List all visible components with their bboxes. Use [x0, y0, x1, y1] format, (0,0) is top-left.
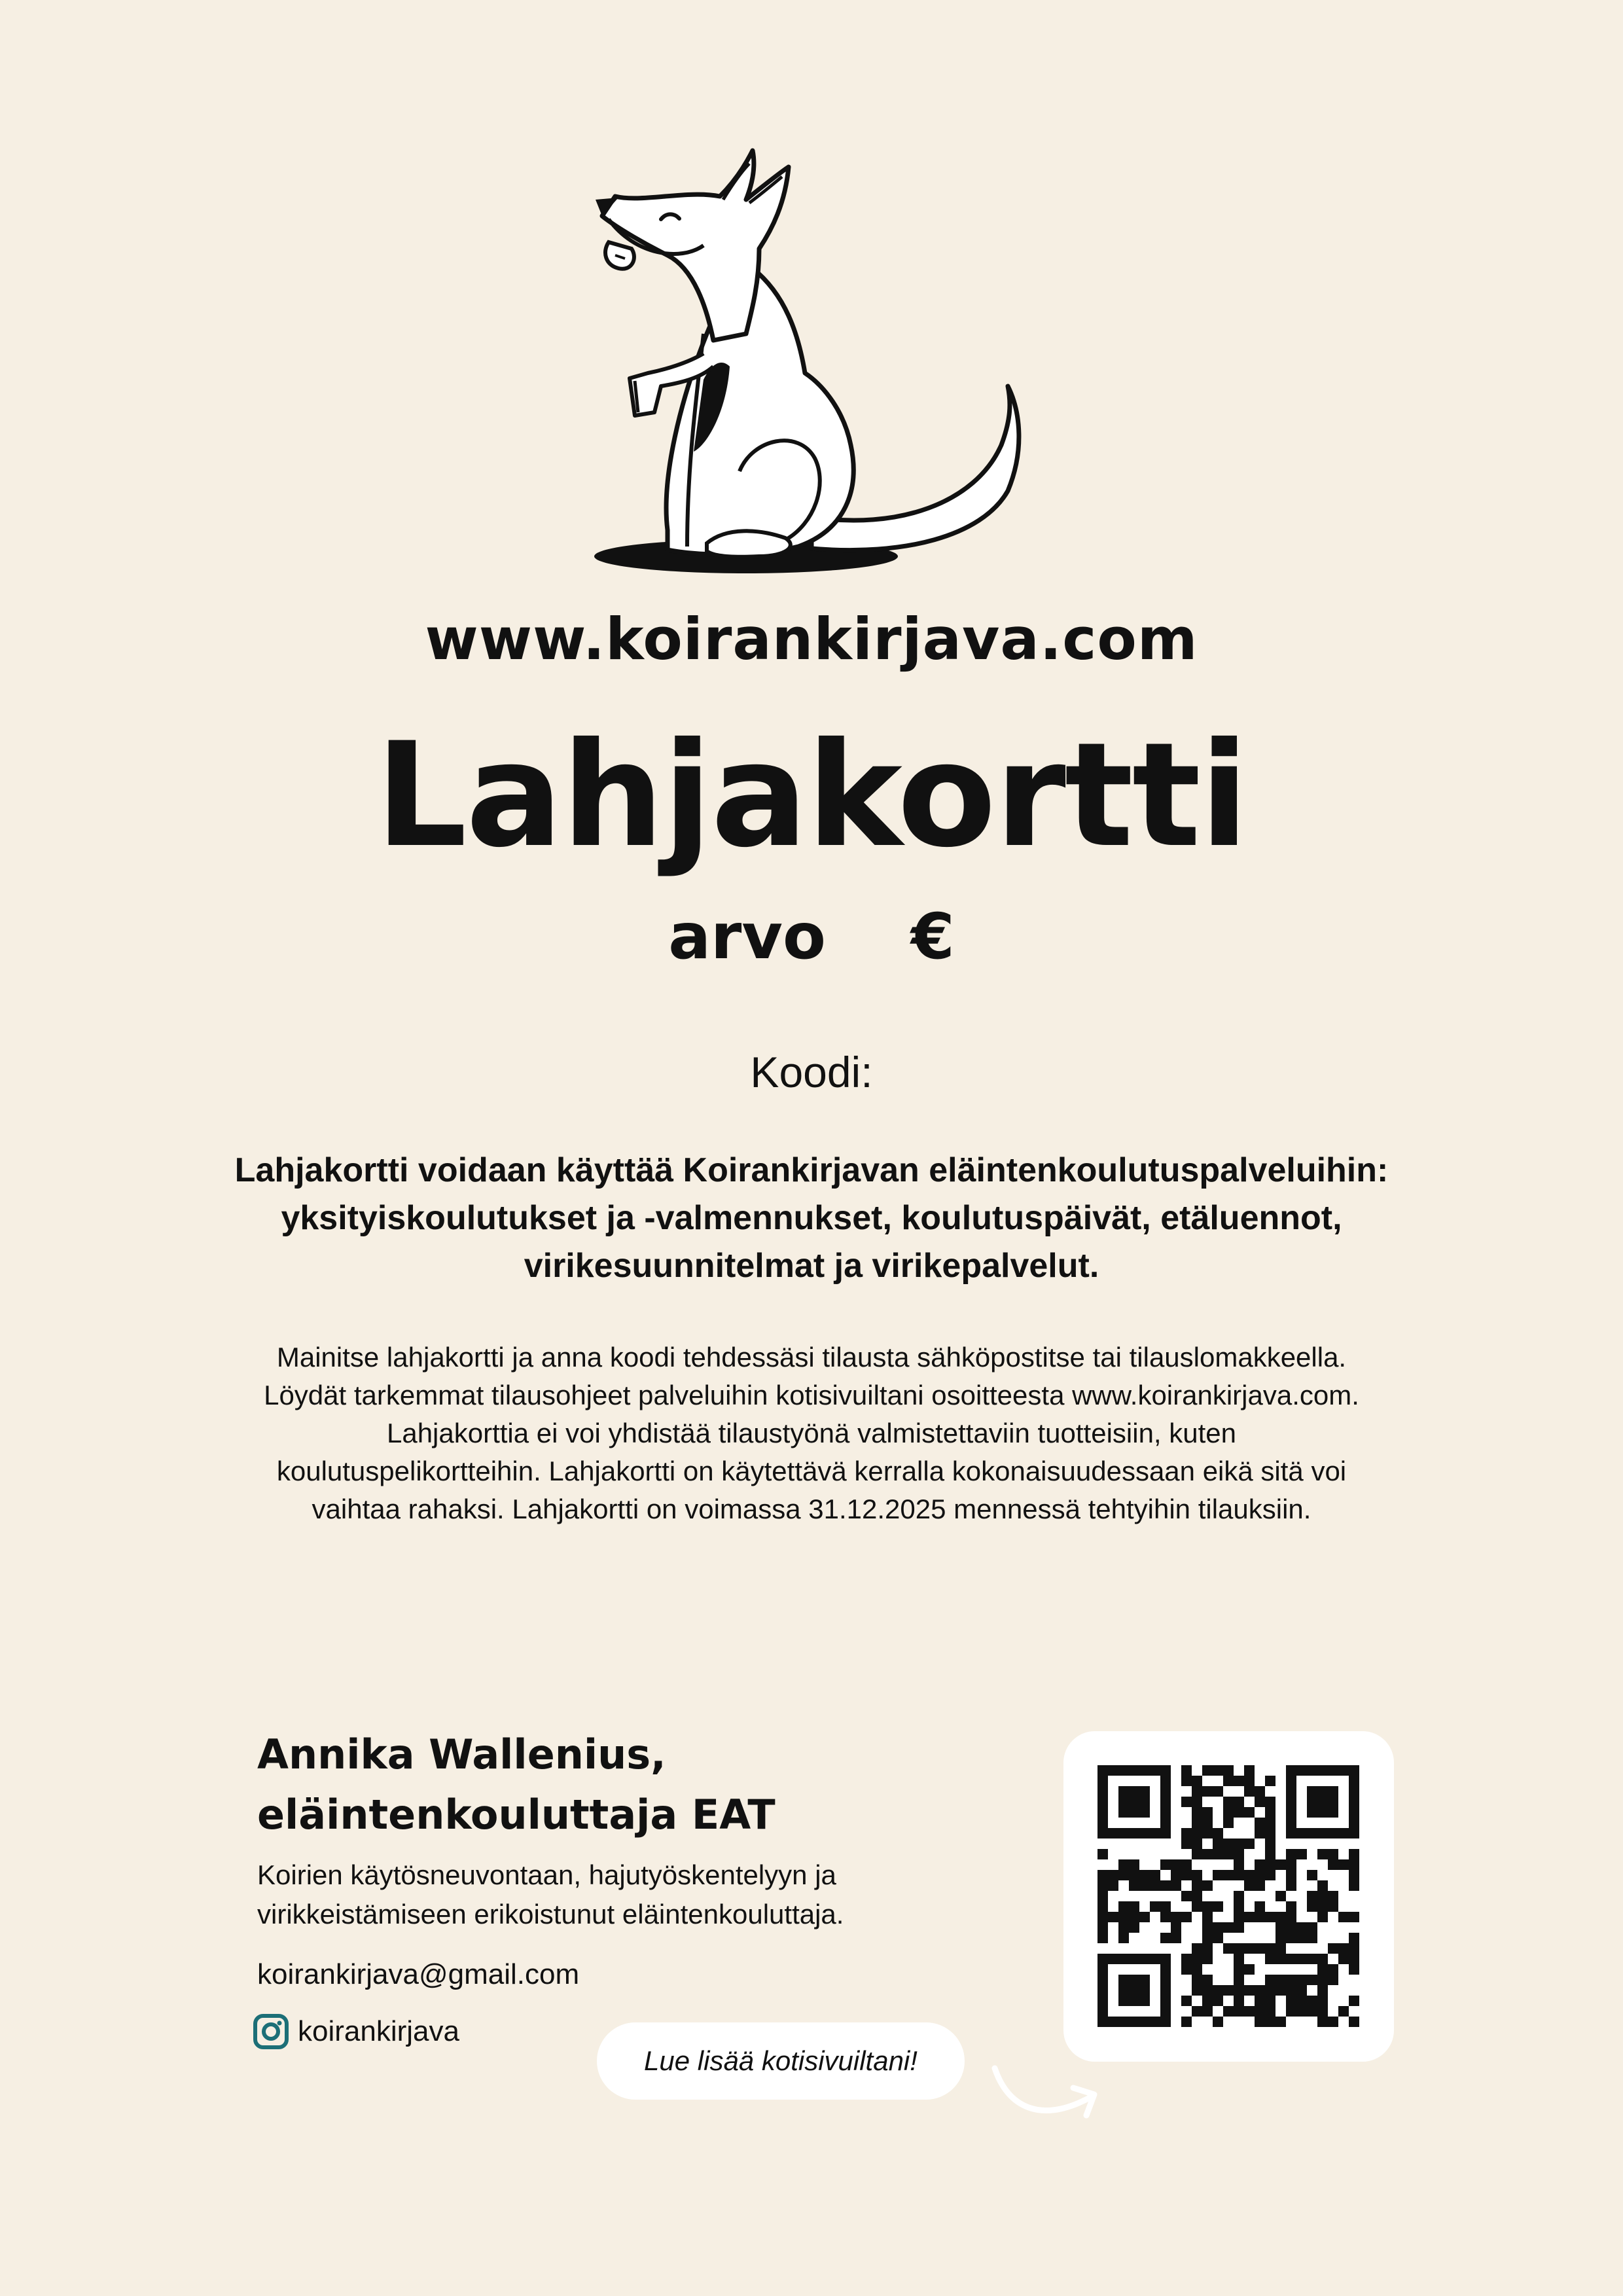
instagram-link[interactable]	[252, 2013, 459, 2051]
dog-logo	[589, 137, 1047, 583]
page-title: Lahjakortti	[375, 711, 1248, 879]
qr-code[interactable]	[1097, 1765, 1359, 2027]
qr-card	[1063, 1731, 1394, 2062]
usage-text: Lahjakortti voidaan käyttää Koirankirjavan eläintenkoulutuspalveluihin: yksityiskoulutukset ja -valmennukset, koulutuspäivät, etäluennot, virikesuunnitelmat ja virikepalvelut.	[234, 1151, 1389, 1285]
author-name	[257, 1725, 1043, 1845]
instagram-handle: koirankirjava	[298, 2015, 459, 2047]
fine-print	[131, 1338, 1492, 1528]
fine-print-line: Mainitse lahjakortti ja anna koodi tehdessäsi tilausta sähköpostitse tai tilauslomakkeella.	[276, 1342, 1347, 1372]
qr-callout-text: Lue lisää kotisivuiltani!	[644, 2045, 918, 2076]
website-url: www.koirankirjava.com	[425, 605, 1198, 673]
author-name-line2: eläintenkouluttaja EAT	[257, 1791, 776, 1839]
qr-callout	[597, 2022, 965, 2100]
fine-print-line: koulutuspelikortteihin. Lahjakortti on käytettävä kerralla kokonaisuudessaan eikä sitä voi	[276, 1456, 1347, 1486]
author-description-line2: virikkeistämiseen erikoistunut eläintenkouluttaja.	[257, 1899, 844, 1929]
code-label: Koodi:	[750, 1048, 873, 1096]
author-name-line1: Annika Wallenius,	[257, 1731, 666, 1778]
author-description	[257, 1856, 1043, 1934]
fine-print-line: Lahjakorttia ei voi yhdistää tilaustyönä valmistettaviin tuotteisiin, kuten	[386, 1418, 1237, 1448]
value-row	[0, 900, 1623, 973]
fine-print-line: vaihtaa rahaksi. Lahjakortti on voimassa 31.12.2025 mennessä tehtyihin tilauksiin.	[312, 1494, 1311, 1524]
curved-arrow-icon	[982, 2062, 1113, 2140]
value-label: arvo	[668, 900, 826, 973]
author-description-line1: Koirien käytösneuvontaan, hajutyöskentelyyn ja	[257, 1859, 836, 1890]
fine-print-line: Löydät tarkemmat tilausohjeet palveluihin kotisivuiltani osoitteesta www.koirankirjava.com.	[264, 1380, 1359, 1410]
currency-symbol: €	[910, 900, 955, 973]
email-link[interactable]: koirankirjava@gmail.com	[257, 1958, 580, 1990]
instagram-icon	[252, 2013, 290, 2051]
